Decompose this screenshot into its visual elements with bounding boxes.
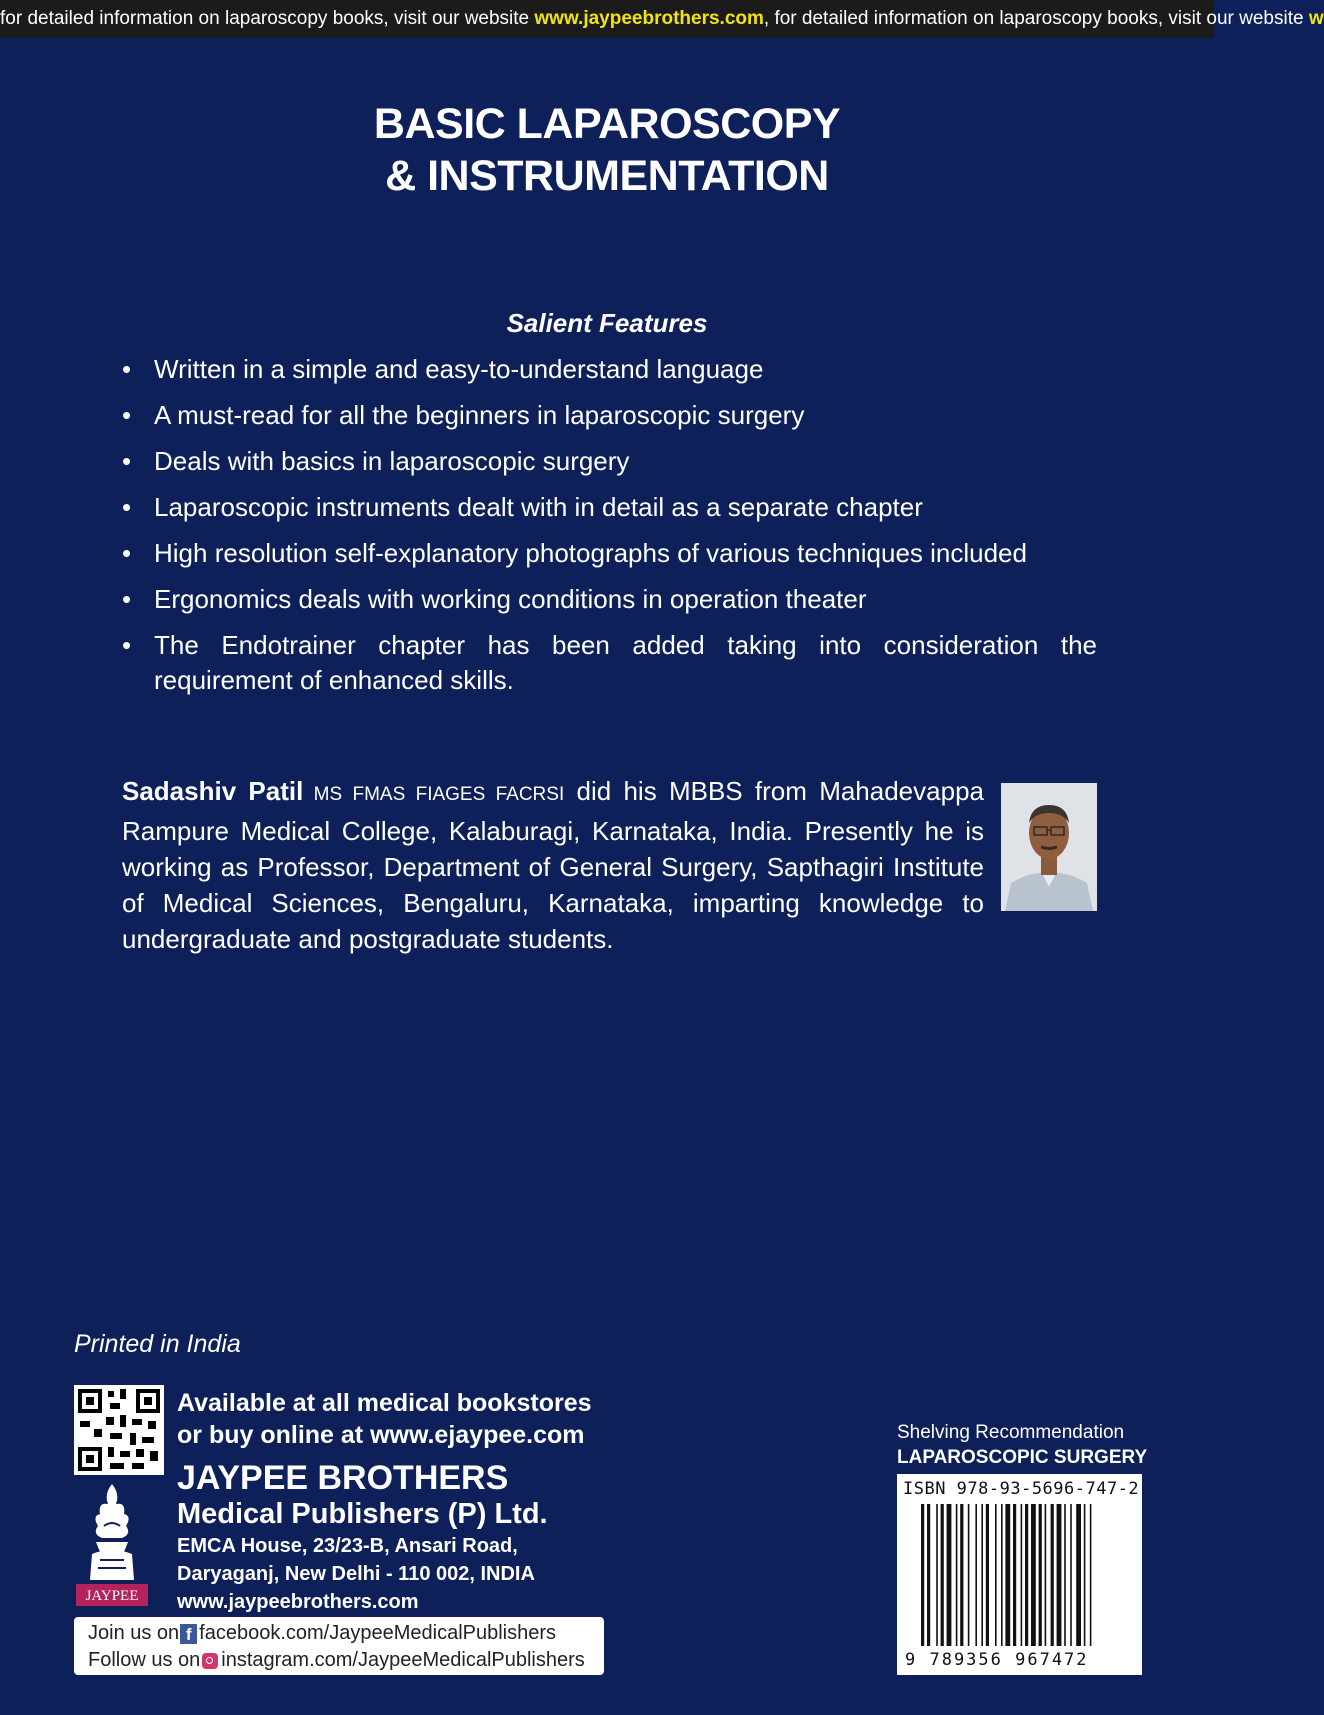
facebook-prefix: Join us on — [88, 1622, 180, 1644]
author-photo — [1001, 783, 1097, 911]
barcode-bar — [936, 1504, 938, 1646]
barcode-bar — [995, 1504, 997, 1646]
barcode-bar — [1039, 1504, 1042, 1646]
book-title-line-2: & INSTRUMENTATION — [385, 152, 829, 200]
availability-line-2: or buy online at www.ejaypee.com — [177, 1421, 585, 1449]
features-heading: Salient Features — [506, 308, 708, 338]
logo-label: JAYPEE — [85, 1588, 139, 1604]
availability-text — [177, 1387, 592, 1451]
publisher-website-link[interactable]: www.jaypeebrothers.com — [177, 1591, 419, 1613]
barcode-bar — [1005, 1504, 1010, 1646]
shelving-label: Shelving Recommendation — [897, 1422, 1125, 1443]
availability-line-1: Available at all medical bookstores — [177, 1389, 592, 1417]
author-name: Sadashiv Patil — [122, 776, 304, 806]
barcode-bar — [968, 1504, 970, 1646]
feature-item — [122, 490, 1097, 525]
feature-item — [122, 352, 1097, 387]
author-bio — [122, 773, 984, 957]
bullet-icon: • — [122, 446, 132, 476]
bullet-icon: • — [122, 400, 132, 430]
barcode-bar — [1064, 1504, 1066, 1646]
book-title — [0, 98, 1214, 202]
barcode-bar — [1057, 1504, 1062, 1646]
address-line-2: Daryaganj, New Delhi - 110 002, INDIA — [177, 1563, 535, 1585]
feature-item — [122, 398, 1097, 433]
instagram-row[interactable] — [88, 1647, 604, 1674]
feature-item — [122, 628, 1097, 698]
barcode-bar — [960, 1504, 963, 1646]
facebook-icon: f — [180, 1624, 197, 1644]
instagram-prefix: Follow us on — [88, 1649, 201, 1671]
feature-item — [122, 536, 1097, 571]
instagram-link[interactable]: instagram.com/JaypeeMedicalPublishers — [221, 1649, 585, 1671]
facebook-link[interactable]: facebook.com/JaypeeMedicalPublishers — [199, 1622, 557, 1644]
barcode-bar — [1090, 1504, 1092, 1646]
banner-website-link-2[interactable]: w — [1308, 8, 1324, 29]
barcode-bar — [1070, 1504, 1072, 1646]
qr-code-icon[interactable] — [74, 1385, 164, 1475]
feature-item — [122, 444, 1097, 479]
publisher-name: JAYPEE BROTHERS — [177, 1459, 509, 1497]
instagram-icon — [202, 1653, 218, 1669]
facebook-row[interactable] — [88, 1620, 604, 1647]
barcode-bar — [1076, 1504, 1081, 1646]
banner-text-2: , for detailed information on laparoscopy books, visit our website — [763, 8, 1309, 29]
feature-text: Laparoscopic instruments dealt with in detail as a separate chapter — [154, 492, 923, 522]
barcode-bar — [927, 1504, 930, 1646]
barcode-bar — [1025, 1504, 1028, 1646]
bullet-icon: • — [122, 584, 132, 614]
barcode-bars — [897, 1474, 1142, 1675]
barcode-bar — [1051, 1504, 1054, 1646]
barcode-bar — [947, 1504, 952, 1646]
bullet-icon: • — [122, 492, 132, 522]
social-links-box — [74, 1617, 604, 1675]
barcode-bar — [981, 1504, 983, 1646]
book-title-line-1: BASIC LAPAROSCOPY — [373, 100, 841, 148]
barcode-bar — [1013, 1504, 1016, 1646]
bullet-icon: • — [122, 630, 132, 660]
shelving-category: LAPAROSCOPIC SURGERY — [897, 1447, 1148, 1468]
publisher-subtitle: Medical Publishers (P) Ltd. — [177, 1498, 548, 1530]
feature-text: Written in a simple and easy-to-understand language — [154, 354, 764, 384]
features-list — [122, 352, 1097, 709]
feature-text: The Endotrainer chapter has been added taking into consideration the requirement of enhanced skills. — [154, 630, 1097, 695]
barcode-bar — [1084, 1504, 1086, 1646]
barcode-bar — [986, 1504, 989, 1646]
barcode-bar — [1045, 1504, 1047, 1646]
bullet-icon: • — [122, 354, 132, 384]
isbn-number: ISBN 978-93-5696-747-2 — [903, 1479, 1140, 1499]
feature-text: A must-read for all the beginners in laparoscopic surgery — [154, 400, 805, 430]
barcode-bar — [1001, 1504, 1003, 1646]
shelving-recommendation — [897, 1420, 1147, 1470]
bullet-icon: • — [122, 538, 132, 568]
top-banner — [0, 0, 1324, 38]
barcode-bar — [975, 1504, 977, 1646]
feature-text: Ergonomics deals with working conditions in operation theater — [154, 584, 867, 614]
printed-in-label: Printed in India — [74, 1330, 241, 1358]
barcode-bar — [921, 1504, 924, 1646]
banner-text-1: for detailed information on laparoscopy books, visit our website — [0, 8, 535, 29]
feature-text: High resolution self-explanatory photographs of various techniques included — [154, 538, 1027, 568]
publisher-address — [177, 1532, 535, 1616]
author-credentials: MS FMAS FIAGES FACRSI — [303, 784, 565, 805]
author-bio-text: did his MBBS from Mahadevappa Rampure Medical College, Kalaburagi, Karnataka, India. Presently he is working as Professor, Department of General Surgery, Sapthagiri Institute of Medical Sciences, Bengaluru, Karnataka, imparting knowledge to undergraduate and postgraduate students. — [122, 776, 984, 954]
banner-website-link[interactable]: www.jaypeebrothers.com — [534, 8, 764, 29]
barcode-bar — [1021, 1504, 1023, 1646]
barcode-bar — [1031, 1504, 1036, 1646]
barcode-box — [897, 1474, 1142, 1675]
feature-text: Deals with basics in laparoscopic surgery — [154, 446, 630, 476]
address-line-1: EMCA House, 23/23-B, Ansari Road, — [177, 1535, 518, 1557]
publisher-logo — [74, 1480, 150, 1608]
barcode-bar — [956, 1504, 958, 1646]
barcode-bar — [941, 1504, 944, 1646]
barcode-digits: 9 789356 967472 — [905, 1650, 1089, 1670]
feature-item — [122, 582, 1097, 617]
